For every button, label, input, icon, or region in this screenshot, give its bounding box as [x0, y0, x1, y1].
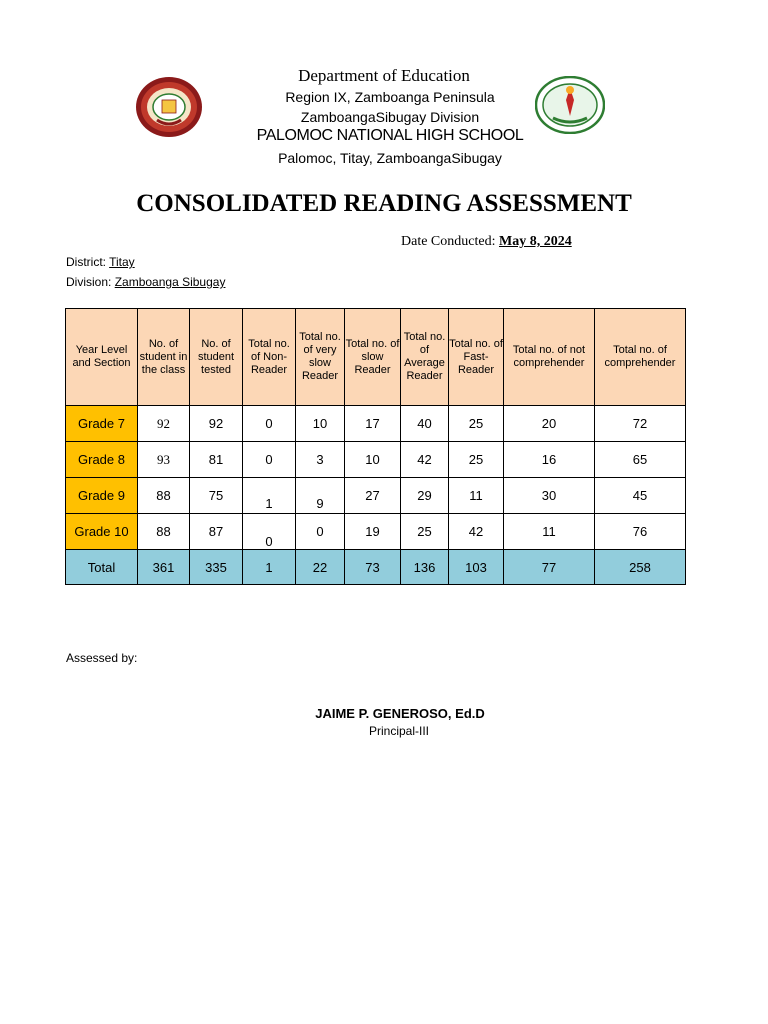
table-cell: 81	[190, 442, 243, 478]
district-label: District:	[66, 255, 106, 269]
table-cell: 0	[243, 442, 296, 478]
table-cell: 65	[595, 442, 686, 478]
table-header-row	[66, 309, 686, 406]
table-cell: 11	[504, 514, 595, 550]
total-cell: 361	[138, 550, 190, 585]
signer-name: JAIME P. GENEROSO, Ed.D	[315, 706, 485, 721]
date-label: Date Conducted:	[401, 234, 496, 249]
total-cell: 1	[243, 550, 296, 585]
header-cell: No. of student tested	[190, 309, 243, 406]
division-line	[66, 275, 225, 289]
total-cell: 258	[595, 550, 686, 585]
table-row	[66, 406, 686, 442]
table-cell: 25	[449, 442, 504, 478]
table-cell: 16	[504, 442, 595, 478]
grade-cell: Grade 7	[66, 406, 138, 442]
assessed-by-label: Assessed by:	[66, 651, 138, 665]
total-cell: 136	[401, 550, 449, 585]
school-address: Palomoc, Titay, ZamboangaSibugay	[278, 150, 502, 166]
total-row	[66, 550, 686, 585]
table-cell: 42	[401, 442, 449, 478]
header-cell: No. of student in the class	[138, 309, 190, 406]
table-cell	[296, 478, 345, 514]
header-cell: Year Level and Section	[66, 309, 138, 406]
table-cell: 20	[504, 406, 595, 442]
table-row	[66, 442, 686, 478]
total-cell: 103	[449, 550, 504, 585]
page-title: CONSOLIDATED READING ASSESSMENT	[136, 190, 632, 217]
region-line: Region IX, Zamboanga Peninsula	[285, 89, 495, 105]
school-name	[6, 127, 768, 145]
table-cell: 3	[296, 442, 345, 478]
header-cell: Total no. of very slow Reader	[296, 309, 345, 406]
table-cell-value: 9	[316, 496, 324, 511]
table-cell: 0	[243, 406, 296, 442]
table-cell: 92	[190, 406, 243, 442]
table-row	[66, 478, 686, 514]
total-cell: 22	[296, 550, 345, 585]
table-cell: 72	[595, 406, 686, 442]
reading-assessment-table	[65, 308, 686, 585]
table-cell: 88	[138, 478, 190, 514]
table-cell: 87	[190, 514, 243, 550]
division-heading: ZamboangaSibugay Division	[300, 109, 480, 125]
table-cell: 10	[296, 406, 345, 442]
table-cell: 40	[401, 406, 449, 442]
header-cell: Total no. of not comprehender	[504, 309, 595, 406]
table-cell: 25	[401, 514, 449, 550]
total-cell: 77	[504, 550, 595, 585]
table-row	[66, 514, 686, 550]
school-name-text: PALOMOC NATIONAL HIGH SCHOOL	[256, 127, 524, 144]
grade-cell: Grade 10	[66, 514, 138, 550]
department-heading: Department of Education	[298, 66, 470, 85]
table-cell: 76	[595, 514, 686, 550]
total-cell: 335	[190, 550, 243, 585]
total-label-cell: Total	[66, 550, 138, 585]
total-cell: 73	[345, 550, 401, 585]
table-cell: 27	[345, 478, 401, 514]
division-label: Division:	[66, 275, 112, 289]
table-cell: 93	[138, 442, 190, 478]
table-cell-value: 0	[265, 534, 273, 549]
header-cell: Total no. of slow Reader	[345, 309, 401, 406]
date-value: May 8, 2024	[498, 234, 572, 249]
table-cell: 92	[138, 406, 190, 442]
table-cell: 29	[401, 478, 449, 514]
district-line	[66, 255, 135, 269]
table-cell: 88	[138, 514, 190, 550]
table-cell: 45	[595, 478, 686, 514]
table-cell: 42	[449, 514, 504, 550]
table-cell: 11	[449, 478, 504, 514]
table-cell: 75	[190, 478, 243, 514]
header-cell: Total no. of Fast-Reader	[449, 309, 504, 406]
table-cell: 30	[504, 478, 595, 514]
header-cell: Total no. of Non-Reader	[243, 309, 296, 406]
grade-cell: Grade 8	[66, 442, 138, 478]
header-cell: Total no. of Average Reader	[401, 309, 449, 406]
table-cell	[243, 514, 296, 550]
district-value: Titay	[109, 255, 135, 269]
header-cell: Total no. of comprehender	[595, 309, 686, 406]
table-cell	[243, 478, 296, 514]
grade-cell: Grade 9	[66, 478, 138, 514]
table-cell-value: 1	[265, 496, 273, 511]
table-cell: 0	[296, 514, 345, 550]
table-cell: 25	[449, 406, 504, 442]
date-conducted	[401, 234, 572, 250]
division-value: Zamboanga Sibugay	[114, 275, 226, 289]
signer-position: Principal-III	[368, 724, 430, 738]
table-cell: 10	[345, 442, 401, 478]
table-cell: 19	[345, 514, 401, 550]
table-cell: 17	[345, 406, 401, 442]
